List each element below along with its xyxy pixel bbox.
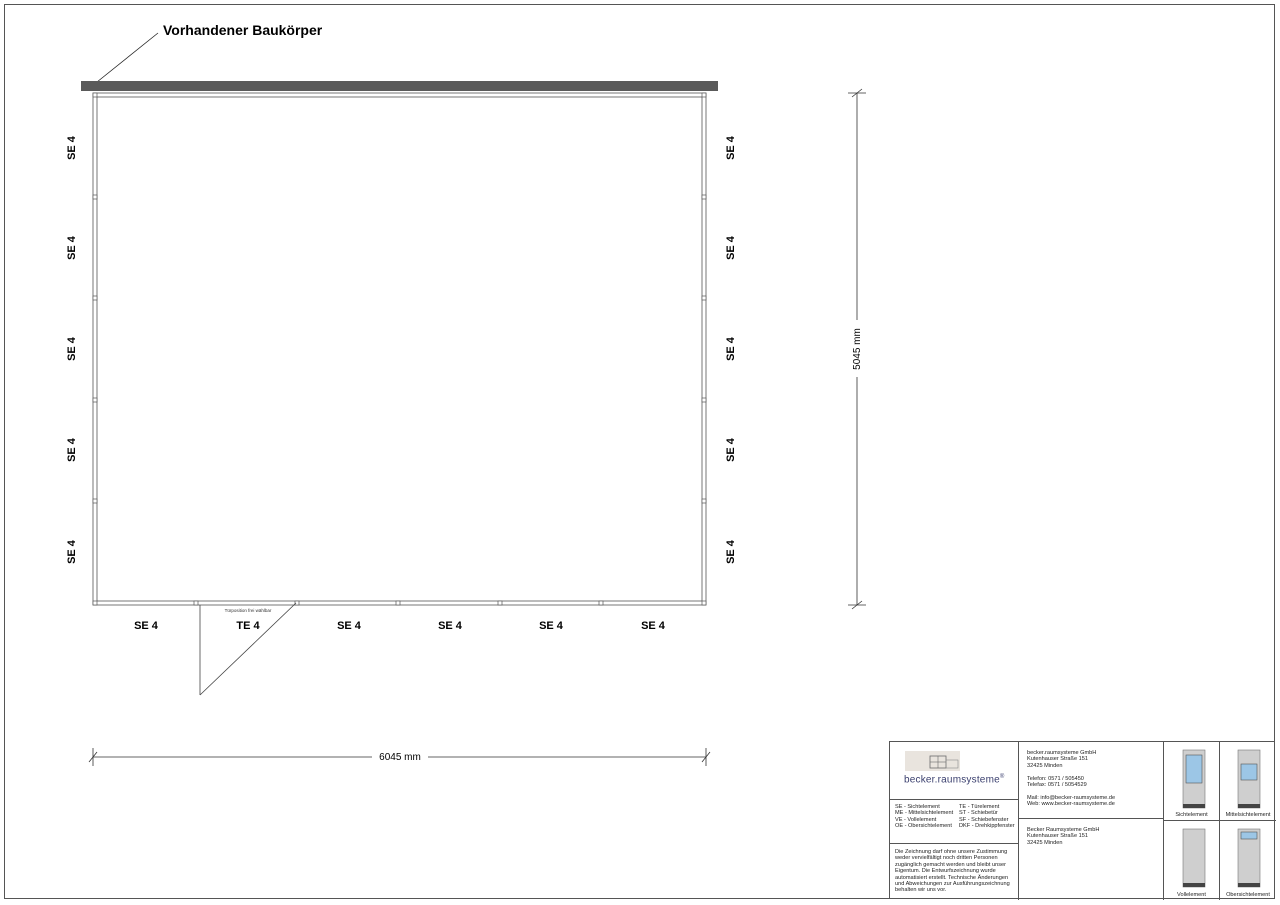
room-walls (93, 93, 706, 605)
logo-registered-mark: ® (999, 774, 1005, 780)
width-dimension: 6045 mm (379, 752, 421, 763)
company-contact-box (1019, 742, 1164, 819)
legend-item: ME - Mittelsichtelement (895, 810, 954, 817)
text-line: und Abweichungen zur Ausführungszeichnung (895, 881, 1010, 888)
copyright-note-box (890, 844, 1019, 900)
logo-icon (890, 742, 1019, 800)
existing-building-label: Vorhandener Baukörper (163, 22, 323, 38)
text-line: weder vervielfältigt noch dritten Personen (895, 855, 998, 862)
text-line: becker.raumsysteme GmbH (1027, 750, 1097, 756)
text-line: Kutenhauser Straße 151 (1027, 833, 1088, 840)
left-wall-label: SE 4 (66, 438, 78, 462)
leader-line (97, 33, 158, 82)
text-line: Kutenhauser Straße 151 (1027, 756, 1088, 763)
left-wall-label: SE 4 (66, 136, 78, 160)
wall-joint (93, 601, 97, 605)
wall-joints (93, 93, 706, 605)
text-line: Telefax: 0571 / 5054529 (1027, 782, 1087, 789)
height-dimension: 5045 mm (852, 328, 863, 370)
company-contact (1027, 750, 1115, 808)
right-wall-label: SE 4 (725, 136, 737, 160)
left-wall-label: SE 4 (66, 540, 78, 564)
bottom-wall-label: SE 4 (539, 620, 563, 632)
logo-text (904, 774, 1004, 785)
wall-joint (702, 195, 706, 199)
door-swing (200, 603, 296, 695)
text-line: Mail: info@becker-raumsysteme.de (1027, 794, 1116, 801)
wall-joint (498, 601, 502, 605)
sichtelement-caption: Sichtelement (1175, 812, 1208, 818)
wall-joint (702, 499, 706, 503)
text-line: Becker Raumsysteme GmbH (1027, 827, 1100, 833)
wall-joint (93, 296, 97, 300)
wall-joint (702, 93, 706, 97)
left-wall-label: SE 4 (66, 337, 78, 361)
mittelsichtelement-icon (1220, 742, 1276, 821)
door-note: Türposition frei wählbar (224, 608, 272, 613)
text-line: Telefon: 0571 / 505450 (1027, 775, 1084, 782)
text-line: behalten wir uns vor. (895, 887, 947, 894)
title-block (889, 741, 1275, 899)
left-wall-labels (66, 135, 78, 564)
text-line: 32425 Minden (1027, 839, 1063, 846)
wall-joint (93, 499, 97, 503)
legend-item: OE - Obersichtelement (895, 823, 952, 830)
wall-joint (599, 601, 603, 605)
mittelsichtelement-caption: Mittelsichtelement (1225, 812, 1271, 818)
text-line: Die Zeichnung darf ohne unsere Zustimmung (895, 849, 1008, 855)
obersichtelement-caption: Obersichtelement (1226, 892, 1270, 898)
legend-item: ST - Schiebetür (959, 810, 998, 817)
existing-building-bar (81, 81, 718, 91)
legend-item: DKF - Drehkippfenster (959, 823, 1015, 830)
bottom-wall-label: SE 4 (337, 620, 361, 632)
right-wall-label: SE 4 (725, 337, 737, 361)
text-line: zugänglich gemacht werden und bleibt unser (895, 861, 1007, 868)
wall-joint (194, 601, 198, 605)
logo-wordmark: becker.raumsysteme (904, 774, 1000, 786)
bottom-wall-label: SE 4 (641, 620, 665, 632)
wall-joint (702, 296, 706, 300)
right-wall-label: SE 4 (725, 236, 737, 260)
bottom-wall-labels (134, 620, 666, 632)
company-address (1027, 827, 1099, 846)
wall-joint (93, 398, 97, 402)
copyright-note (895, 849, 1013, 894)
element-voll (1164, 821, 1220, 900)
wall-joint (702, 398, 706, 402)
legend-item: SE - Sichtelement (895, 804, 940, 810)
obersichtelement-icon (1220, 821, 1276, 900)
legend-box (890, 800, 1019, 844)
text-line: 32425 Minden (1027, 762, 1063, 769)
element-mittelsicht (1220, 742, 1276, 821)
sichtelement-icon (1164, 742, 1220, 821)
legend-item: TE - Türelement (959, 804, 1000, 810)
wall-joint (93, 195, 97, 199)
wall-joint (93, 93, 97, 97)
legend-item: VE - Vollelement (895, 816, 937, 823)
vollelement-caption: Vollelement (1177, 892, 1206, 898)
legend-item: SF - Schiebefenster (959, 816, 1009, 823)
company-address-box (1019, 819, 1164, 900)
legend-list (895, 804, 1019, 830)
logo-box (890, 742, 1019, 800)
vollelement-icon (1164, 821, 1220, 900)
wall-joint (702, 601, 706, 605)
bottom-wall-label: SE 4 (438, 620, 462, 632)
right-wall-labels (725, 135, 737, 564)
wall-joint (396, 601, 400, 605)
bottom-wall-label: SE 4 (134, 620, 158, 632)
text-line: Web: www.becker-raumsysteme.de (1027, 801, 1115, 808)
element-obersicht (1220, 821, 1276, 900)
text-line: automatisiert erstellt. Technische Änderungen (895, 874, 1009, 881)
bottom-wall-label: TE 4 (236, 620, 260, 632)
right-wall-label: SE 4 (725, 438, 737, 462)
text-line: Eigentum. Die Entwurfszeichnung wurde (895, 868, 996, 875)
left-wall-label: SE 4 (66, 236, 78, 260)
element-sicht (1164, 742, 1220, 821)
right-wall-label: SE 4 (725, 540, 737, 564)
